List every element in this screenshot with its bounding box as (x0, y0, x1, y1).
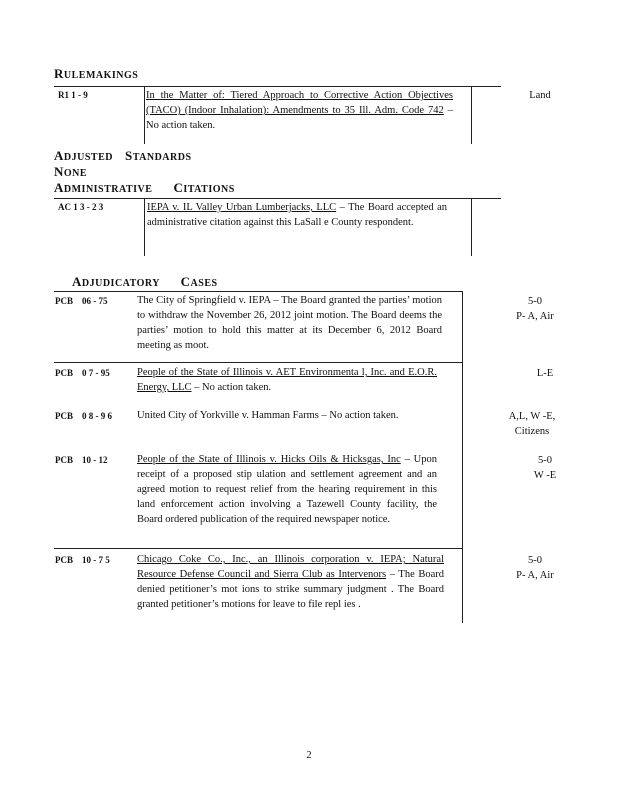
column-divider (471, 86, 472, 144)
vote-count: A,L, W -E, (508, 411, 556, 422)
case-action: – The Board granted the parties’ motion to withdraw the November 26, 2012 joint motion. The Board deems the parties’ motion to hold this matter at its December 6, 2012 Board meeting as moot. (137, 295, 442, 351)
column-divider (144, 86, 145, 144)
vote-tag: Citizens (514, 426, 550, 437)
case-description (137, 408, 447, 423)
case-description (147, 200, 447, 230)
case-description (137, 365, 437, 395)
case-type: PCB (55, 455, 73, 465)
case-description (137, 552, 444, 612)
case-description (137, 293, 442, 353)
column-divider (144, 198, 145, 256)
case-number: R1 1 - 9 (58, 90, 88, 100)
vote-count: 5-0 (528, 555, 542, 566)
vote-count: 5-0 (538, 455, 552, 466)
none-label: NONE (54, 164, 88, 179)
case-title: People of the State of Illinois v. AET Environmenta l, Inc. and E.O.R. Energy, LLC (137, 367, 437, 393)
case-action: – The Board accepted an administrative citation against this LaSall e County respondent. (147, 202, 447, 228)
vote-tag: P- A, Air (516, 311, 554, 322)
case-title: IEPA v. IL Valley Urban Lumberjacks, LLC (147, 202, 337, 213)
case-action: – No action taken. (191, 382, 272, 393)
case-title: The City of Springfield v. IEPA (137, 295, 271, 306)
case-number: AC 1 3 - 2 3 (58, 202, 104, 212)
rulemakings-heading: RULEMAKINGS (54, 66, 139, 81)
case-action: – No action taken. (318, 410, 399, 421)
case-title: In the Matter of: Tiered Approach to Corrective Action Objectives (TACO) (Indoor Inhalation): Amendments to 35 Ill. Adm. Code 742 (146, 90, 453, 116)
table-top-rule (54, 86, 501, 87)
case-action: – The Board denied petitioner’s mot ions to strike summary judgment . The Board granted petitioner’s motions for leave to file repl ies . (137, 569, 444, 610)
adjudicatory-cases-heading: ADJUDICATORY CASES (72, 274, 218, 289)
table-top-rule (54, 198, 501, 199)
case-type: PCB (55, 368, 73, 378)
column-divider (462, 291, 463, 623)
case-description (146, 88, 453, 133)
case-title: United City of Yorkville v. Hamman Farms (137, 410, 319, 421)
row-rule (54, 548, 463, 549)
vote-count: L-E (536, 368, 554, 379)
row-rule (54, 362, 463, 363)
table-top-rule (54, 291, 463, 292)
case-description (137, 452, 437, 527)
administrative-citations-heading: ADMINISTRATIVE CITATIONS (54, 180, 235, 195)
case-number: 10 - 12 (82, 455, 108, 465)
vote-tag: W -E (533, 470, 557, 481)
page-number: 2 (306, 750, 312, 761)
adjusted-standards-heading: ADJUSTED STANDARDS (54, 148, 192, 163)
case-action: – No action taken. (146, 105, 454, 131)
case-type: PCB (55, 411, 73, 421)
vote-tag: P- A, Air (516, 570, 554, 581)
case-type: PCB (55, 296, 73, 306)
case-number: 0 8 - 9 6 (82, 411, 112, 421)
case-action: – Upon receipt of a proposed stip ulation and settlement agreement and an agreed motion to request relief from the hearing requirement in this land enforcement action involving a Tazewell County facility, the Board ordered publication of the required newspaper notice. (137, 454, 437, 525)
vote-count: 5-0 (528, 296, 542, 307)
case-number: 0 7 - 95 (82, 368, 110, 378)
case-number: 06 - 75 (82, 296, 108, 306)
case-title: Chicago Coke Co., Inc., an Illinois corporation v. IEPA; Natural Resource Defense Council and Sierra Club as Intervenors (137, 554, 444, 580)
column-divider (471, 198, 472, 256)
vote-text: Land (529, 90, 551, 101)
case-number: 10 - 7 5 (82, 555, 110, 565)
case-title: People of the State of Illinois v. Hicks Oils & Hicksgas, Inc (137, 454, 401, 465)
case-type: PCB (55, 555, 73, 565)
